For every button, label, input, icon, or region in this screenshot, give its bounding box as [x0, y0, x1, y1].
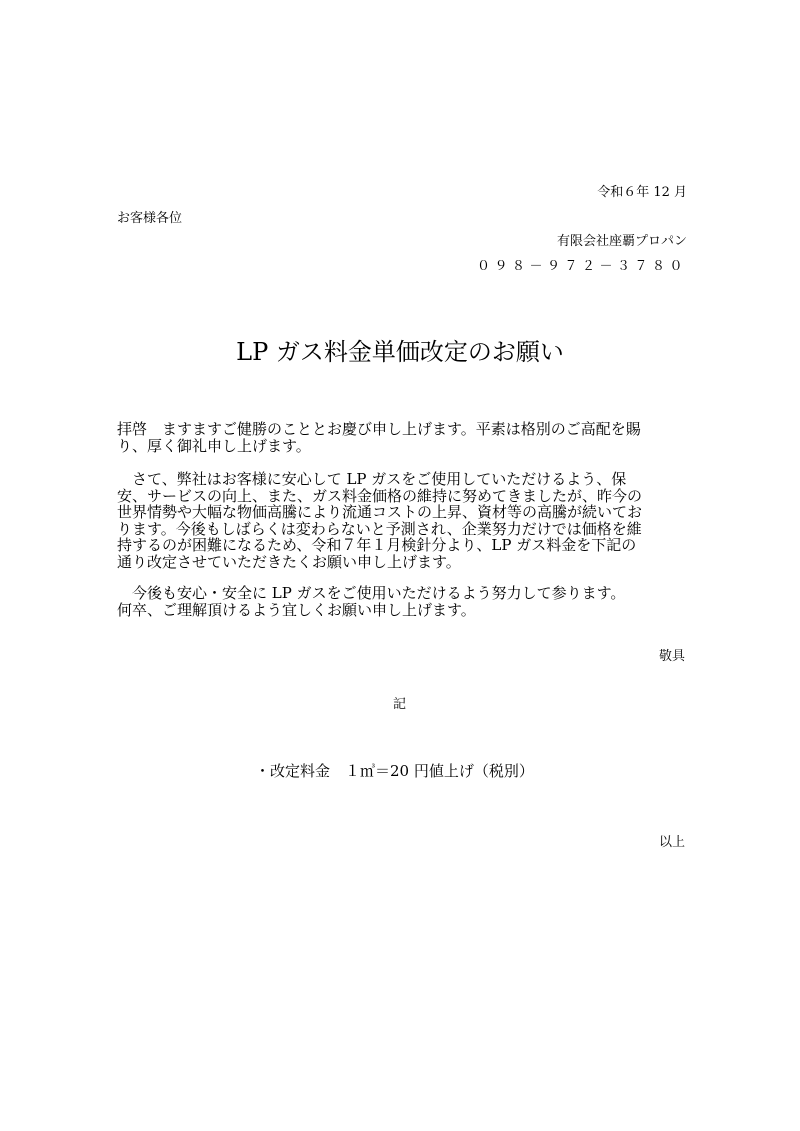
- paragraph-line: 持するのが困難になるため、令和７年１月検針分より、LP ガス料金を下記の: [117, 536, 637, 554]
- paragraph-line: さて、弊社はお客様に安心して LP ガスをご使用していただけるよう、保: [117, 470, 627, 488]
- paragraph-line: 今後も安心・安全に LP ガスをご使用いただけるよう努力して参ります。: [117, 584, 626, 602]
- paragraph-line: 通り改定させていただきたくお願い申し上げます。: [117, 552, 461, 571]
- paragraph-line: ります。今後もしばらくは変わらないと予測され、企業努力だけでは価格を維: [117, 519, 642, 538]
- letter-date: 令和６年 12 月: [597, 185, 687, 200]
- ki-heading: 記: [393, 697, 407, 712]
- closing-paragraph: [117, 585, 692, 618]
- paragraph-line: 拝啓 ますますご健勝のこととお慶び申し上げます。平素は格別のご高配を賜: [117, 420, 641, 438]
- greeting-paragraph: [117, 421, 692, 454]
- sender-company: 有限会社座覇プロパン: [556, 234, 687, 249]
- main-paragraph: [117, 471, 692, 570]
- recipient: お客様各位: [117, 211, 183, 226]
- paragraph-line: 世界情勢や大幅な物価高騰により流通コストの上昇、資材等の高騰が続いてお: [117, 503, 643, 521]
- paragraph-line: 何卒、ご理解頂けるよう宜しくお願い申し上げます。: [117, 600, 476, 619]
- paragraph-line: 安、サービスの向上、また、ガス料金価格の維持に努めてきましたが、昨今の: [117, 486, 643, 505]
- revision-item: ・改定料金 １㎥＝20 円値上げ（税別）: [255, 762, 534, 780]
- closing-word: 敬具: [658, 649, 685, 664]
- letter-title: LP ガス料金単価改定のお願い: [236, 338, 564, 366]
- end-mark: 以上: [658, 835, 685, 850]
- sender-phone: ０９８－９７２－３７８０: [476, 259, 687, 274]
- paragraph-line: り、厚く御礼申し上げます。: [117, 436, 311, 455]
